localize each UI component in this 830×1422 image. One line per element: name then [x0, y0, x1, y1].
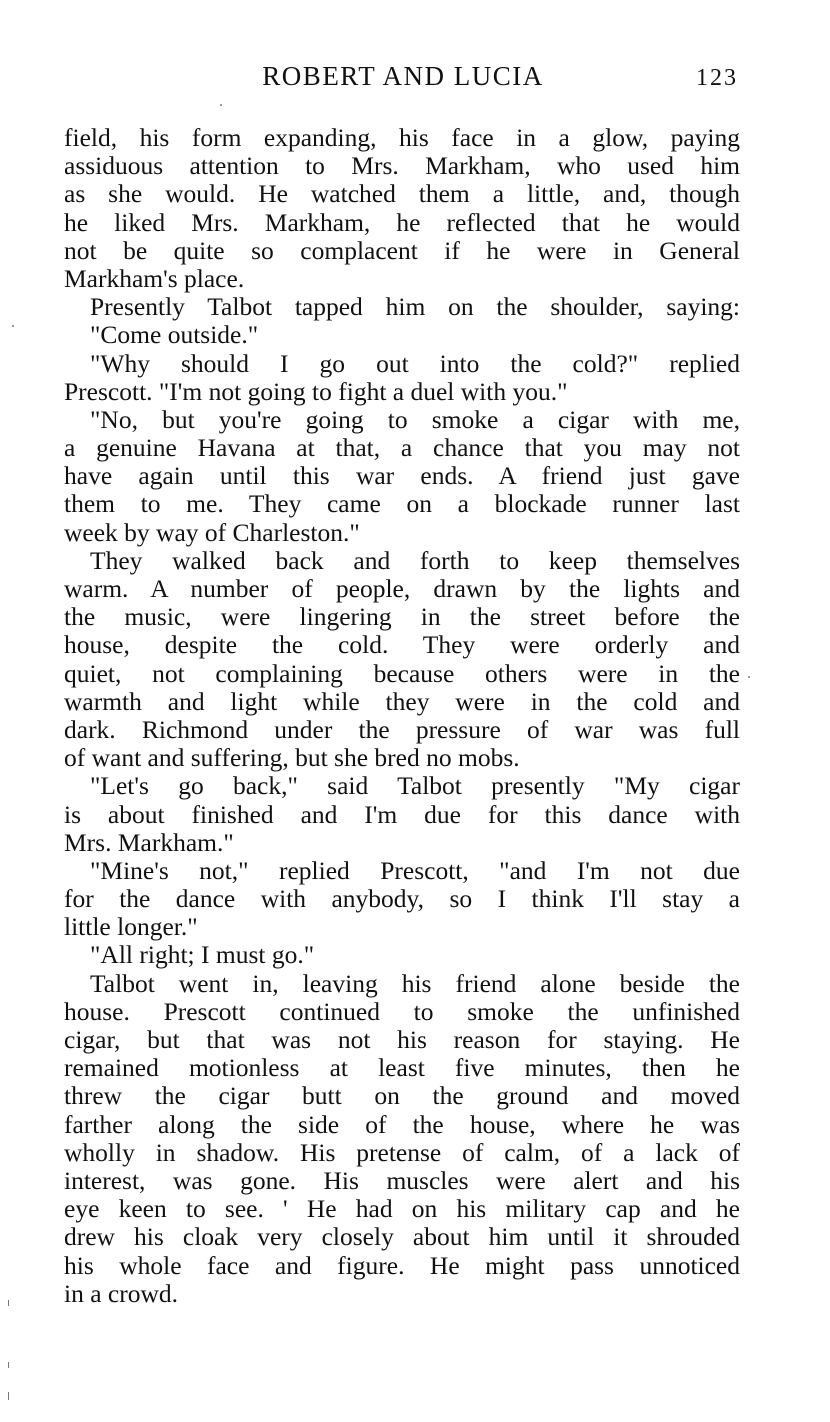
text-line: They walked back and forth to keep themselves [90, 545, 740, 575]
text-line: cigar, but that was not his reason for staying. He [64, 1025, 740, 1054]
text-line: farther along the side of the house, where he was [64, 1109, 740, 1139]
text-line: of want and suffering, but she bred no mobs. [64, 743, 520, 773]
text-line: "All right; I must go." [90, 940, 315, 970]
text-line: warmth and light while they were in the cold and [64, 686, 740, 716]
text-line: a genuine Havana at that, a chance that you may not [64, 433, 740, 463]
text-line: is about finished and I'm due for this dance with [64, 799, 740, 829]
body-text [64, 124, 740, 1308]
text-line: eye keen to see. ' He had on his military cap and he [64, 1194, 740, 1224]
text-line: assiduous attention to Mrs. Markham, who used him [64, 151, 740, 181]
page-number: 123 [696, 65, 738, 91]
text-line: for the dance with anybody, so I think I'll stay a [64, 884, 740, 914]
text-line: have again until this war ends. A friend just gave [64, 461, 740, 491]
text-line: house, despite the cold. They were orderly and [64, 630, 740, 660]
text-line: Presently Talbot tapped him on the shoulder, saying: [90, 292, 740, 322]
text-line: dark. Richmond under the pressure of war was full [64, 714, 740, 744]
scan-speck [748, 676, 750, 678]
text-line: little longer." [64, 912, 198, 942]
text-line: Prescott. "I'm not going to fight a duel with you." [64, 376, 568, 406]
text-line: "Mine's not," replied Prescott, "and I'm not due [90, 855, 740, 885]
text-line: "Let's go back," said Talbot presently "My cigar [90, 771, 740, 801]
running-head [0, 58, 830, 94]
text-line: field, his form expanding, his face in a glow, paying [64, 123, 740, 152]
text-line: the music, were lingering in the street before the [64, 602, 740, 632]
text-line: not be quite so complacent if he were in General [64, 235, 740, 265]
text-line: Mrs. Markham." [64, 827, 234, 857]
text-line: quiet, not complaining because others were in the [64, 658, 740, 688]
text-line: Markham's place. [64, 263, 245, 293]
text-line: as she would. He watched them a little, and, though [64, 179, 740, 209]
text-line: "Come outside." [90, 320, 259, 350]
scan-speck [8, 1362, 9, 1368]
text-line: "No, but you're going to smoke a cigar with me, [90, 404, 740, 434]
text-line: them to me. They came on a blockade runner last [64, 489, 740, 519]
text-line: "Why should I go out into the cold?" replied [90, 348, 740, 378]
text-line: warm. A number of people, drawn by the lights and [64, 574, 740, 603]
text-line: drew his cloak very closely about him until it shrouded [64, 1222, 740, 1252]
text-line: Talbot went in, leaving his friend alone beside the [90, 968, 740, 998]
scan-speck [8, 1300, 9, 1306]
text-line: remained motionless at least five minutes, then he [64, 1053, 740, 1083]
scan-speck [8, 1392, 9, 1400]
scan-speck [12, 325, 14, 327]
text-line: wholly in shadow. His pretense of calm, of a lack of [64, 1137, 740, 1167]
text-line: threw the cigar butt on the ground and moved [64, 1081, 740, 1111]
text-line: interest, was gone. His muscles were alert and his [64, 1165, 740, 1195]
text-line: house. Prescott continued to smoke the unfinished [64, 996, 740, 1026]
text-line: he liked Mrs. Markham, he reflected that he would [64, 207, 740, 237]
text-line: in a crowd. [64, 1278, 179, 1308]
text-line: week by way of Charleston." [64, 517, 360, 547]
text-line: his whole face and figure. He might pass unnoticed [64, 1250, 740, 1280]
scan-speck [220, 104, 222, 106]
running-title: ROBERT AND LUCIA [262, 61, 544, 91]
